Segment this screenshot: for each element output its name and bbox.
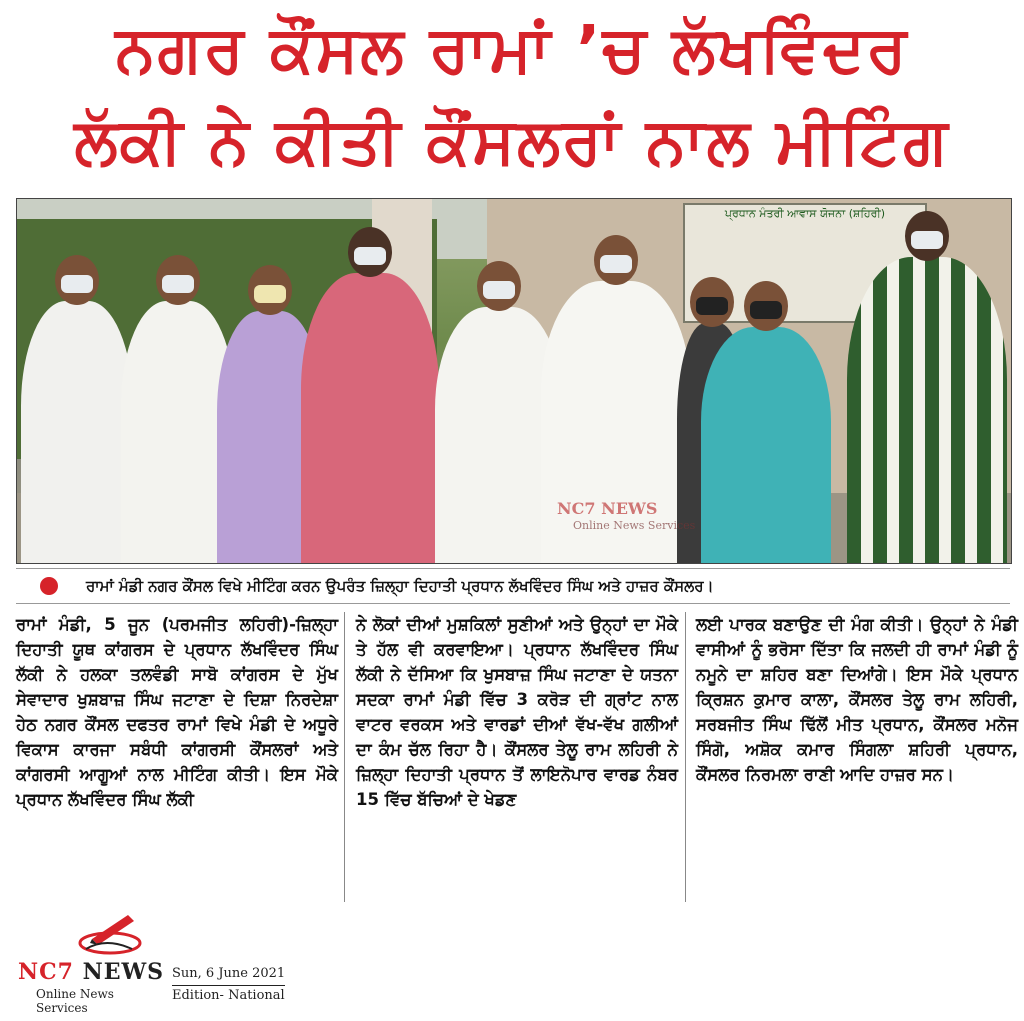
person-9 (847, 257, 1007, 563)
photo-caption: ਰਾਮਾਂ ਮੰਡੀ ਨਗਰ ਕੌਂਸਲ ਵਿਖੇ ਮੀਟਿੰਗ ਕਰਨ ਉਪਰੰਤ ਜ਼ਿਲ੍ਹਾ ਦਿਹਾਤੀ ਪ੍ਰਧਾਨ ਲੱਖਵਿੰਦਰ ਸਿੰਘ ਅਤੇ ਹਾਜ਼ਰ ਕੌਂਸਲਰ। (86, 577, 714, 595)
article-column-1: ਰਾਮਾਂ ਮੰਡੀ, 5 ਜੂਨ (ਪਰਮਜੀਤ ਲਹਿਰੀ)-ਜ਼ਿਲ੍ਹਾ ਦਿਹਾਤੀ ਯੂਥ ਕਾਂਗਰਸ ਦੇ ਪ੍ਰਧਾਨ ਲੱਖਵਿੰਦਰ ਸਿੰਘ ਲੱਕੀ ਨੇ ਹਲਕਾ ਤਲਵੰਡੀ ਸਾਬੋ ਕਾਂਗਰਸ ਦੇ ਮੁੱਖ ਸੇਵਾਦਾਰ ਖੁਸ਼ਬਾਜ਼ ਸਿੰਘ ਜਟਾਣਾ ਦੇ ਦਿਸ਼ਾ ਨਿਰਦੇਸ਼ਾ ਹੇਠ ਨਗਰ ਕੌਂਸਲ ਦਫਤਰ ਰਾਮਾਂ ਵਿਖੇ ਮੰਡੀ ਦੇ ਅਧੂਰੇ ਵਿਕਾਸ ਕਾਰਜਾ ਸਬੰਧੀ ਕਾਂਗਰਸੀ ਕੌਂਸਲਰਾਂ ਅਤੇ ਕਾਂਗਰਸੀ ਆਗੂਆਂ ਨਾਲ ਮੀਟਿੰਗ ਕੀਤੀ। ਇਸ ਮੌਕੇ ਪ੍ਰਧਾਨ ਲੱਖਵਿੰਦਰ ਸਿੰਘ ਲੱਕੀ (16, 615, 338, 809)
photo-caption-bar (16, 568, 1010, 604)
dateline (172, 964, 285, 1006)
signboard-text: ਪ੍ਰਧਾਨ ਮੰਤਰੀ ਆਵਾਸ ਯੋਜਨਾ (ਸ਼ਹਿਰੀ) (724, 207, 886, 220)
headline-line-2: ਲੱਕੀ ਨੇ ਕੀਤੀ ਕੌਂਸਲਰਾਂ ਨਾਲ ਮੀਟਿੰਗ (74, 105, 950, 179)
person-8 (701, 327, 831, 563)
brand-name: NC7 NEWS (18, 959, 165, 985)
caption-bullet-icon (40, 577, 58, 595)
publish-date: Sun, 6 June 2021 (172, 964, 285, 986)
article-column-2: ਨੇ ਲੋਕਾਂ ਦੀਆਂ ਮੁਸ਼ਕਿਲਾਂ ਸੁਣੀਆਂ ਅਤੇ ਉਨ੍ਹਾਂ ਦਾ ਮੌਕੇ ਤੇ ਹੱਲ ਵੀ ਕਰਵਾਇਆ। ਪ੍ਰਧਾਨ ਲੱਖਵਿੰਦਰ ਸਿੰਘ ਲੱਕੀ ਨੇ ਦੱਸਿਆ ਕਿ ਖੁਸਬਾਜ਼ ਸਿੰਘ ਜਟਾਣਾ ਦੇ ਯਤਨਾ ਸਦਕਾ ਰਾਮਾਂ ਮੰਡੀ ਵਿੱਚ 3 ਕਰੋੜ ਦੀ ਗ੍ਰਾਂਟ ਨਾਲ ਵਾਟਰ ਵਰਕਸ ਅਤੇ ਵਾਰਡਾਂ ਦੀਆਂ ਵੱਖ-ਵੱਖ ਗਲੀਆਂ ਦਾ ਕੰਮ ਚੱਲ ਰਿਹਾ ਹੈ। ਕੌਂਸਲਰ ਤੇਲੂ ਰਾਮ ਲਹਿਰੀ ਨੇ ਜ਼ਿਲ੍ਹਾ ਦਿਹਾਤੀ ਪ੍ਰਧਾਨ ਤੋਂ ਲਾਇਨੋਪਾਰ ਵਾਰਡ ਨੰਬਰ 15 ਵਿੱਚ ਬੱਚਿਆਂ ਦੇ ਖੇਡਣ (356, 615, 678, 809)
news-photo (16, 198, 1012, 564)
headline-line-1: ਨਗਰ ਕੌਂਸਲ ਰਾਮਾਂ ’ਚ ਲੱਖਵਿੰਦਰ (115, 13, 909, 87)
brand-subtitle: Online News Services (36, 987, 114, 1015)
person-4 (301, 273, 439, 563)
pen-hand-icon (76, 909, 146, 957)
article-column-3: ਲਈ ਪਾਰਕ ਬਣਾਉਣ ਦੀ ਮੰਗ ਕੀਤੀ। ਉਨ੍ਹਾਂ ਨੇ ਮੰਡੀ ਵਾਸੀਆਂ ਨੂੰ ਭਰੋਸਾ ਦਿੱਤਾ ਕਿ ਜਲਦੀ ਹੀ ਰਾਮਾਂ ਮੰਡੀ ਨੂੰ ਨਮੂਨੇ ਦਾ ਸ਼ਹਿਰ ਬਣਾ ਦਿਆਂਗੇ। ਇਸ ਮੌਕੇ ਪ੍ਰਧਾਨ ਕ੍ਰਿਸ਼ਨ ਕੁਮਾਰ ਕਾਲਾ, ਕੌਂਸਲਰ ਤੇਲੂ ਰਾਮ ਲਹਿਰੀ, ਸਰਬਜੀਤ ਸਿੰਘ ਢਿੱਲੋਂ ਮੀਤ ਪ੍ਰਧਾਨ, ਕੌਂਸਲਰ ਮਨੋਜ ਸਿੰਗੋ, ਅਸ਼ੋਕ ਕਮਾਰ ਸਿੰਗਲਾ ਸ਼ਹਿਰੀ ਪ੍ਰਧਾਨ, ਕੌਂਸਲਰ ਨਿਰਮਲਾ ਰਾਣੀ ਆਦਿ ਹਾਜ਼ਰ ਸਨ। (696, 615, 1018, 784)
column-divider (344, 612, 345, 902)
column-divider (685, 612, 686, 902)
person-1 (21, 301, 133, 563)
nc7-news-logo (18, 905, 168, 1015)
edition-label: Edition- National (172, 988, 285, 1003)
photo-watermark: NC7 NEWS (557, 499, 658, 518)
photo-watermark-sub: Online News Services (573, 519, 696, 532)
